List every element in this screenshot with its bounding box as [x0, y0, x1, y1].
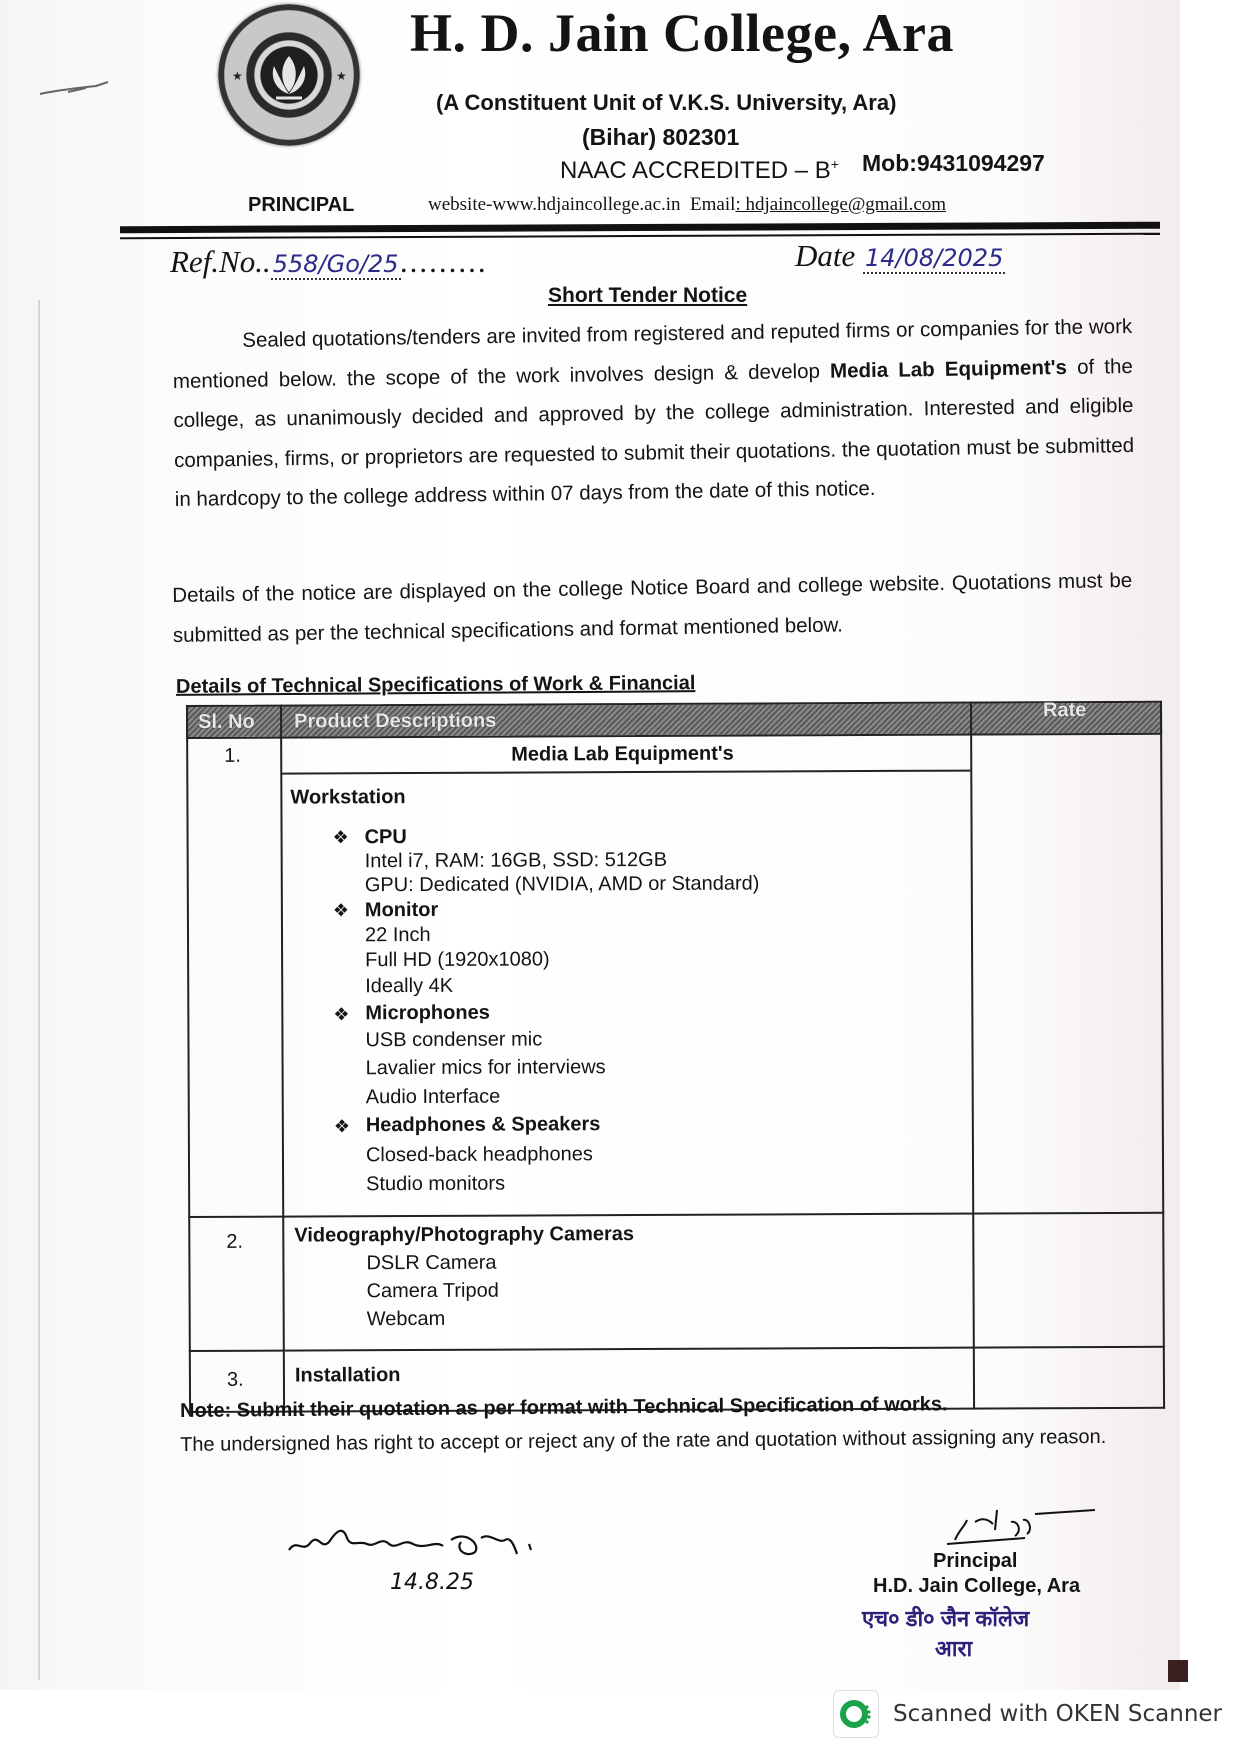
- left-signature-date: 14.8.25: [390, 1570, 474, 1595]
- row-2-sl-no: 2.: [226, 1230, 244, 1253]
- spec-item: Camera Tripod: [366, 1279, 499, 1303]
- group-headphones-speakers: Headphones & Speakers: [365, 1113, 601, 1137]
- note-line: Note: Submit their quotation as per format with Technical Specification of works.: [180, 1393, 948, 1422]
- scan-corner-mark: [1168, 1660, 1188, 1682]
- notice-date: [795, 238, 1005, 274]
- row-3-title: Installation: [294, 1364, 401, 1387]
- email-label: Email: [690, 194, 736, 215]
- ref-value-handwritten: 558/Go/25: [272, 250, 399, 278]
- row-1-sl-no: 1.: [224, 744, 241, 767]
- row-1-section-workstation: Workstation: [290, 786, 406, 809]
- spec-item: 22 Inch: [364, 923, 431, 947]
- principal-label: PRINCIPAL: [248, 194, 355, 216]
- diamond-bullet-icon: ❖: [333, 1004, 350, 1025]
- spec-item: Lavalier mics for interviews: [365, 1056, 606, 1080]
- column-divider-rate: [970, 702, 975, 1410]
- spec-item: Audio Interface: [365, 1085, 501, 1109]
- college-name: H. D. Jain College, Ara: [410, 3, 954, 63]
- specifications-heading: Details of Technical Specifications of Work & Financial: [175, 672, 696, 698]
- svg-text:★: ★: [336, 69, 347, 83]
- header-rule-thick: [120, 222, 1160, 234]
- spec-item: DSLR Camera: [366, 1251, 497, 1275]
- naac-text: NAAC ACCREDITED – B: [560, 157, 831, 184]
- email-link[interactable]: : hdjaincollege@gmail.com: [735, 194, 947, 215]
- table-border-left: [186, 705, 191, 1413]
- college-logo-emblem: [218, 4, 360, 146]
- spec-item: Intel i7, RAM: 16GB, SSD: 512GB: [364, 848, 668, 873]
- principal-institution: H.D. Jain College, Ara: [873, 1575, 1081, 1597]
- spec-item: GPU: Dedicated (NVIDIA, AMD or Standard): [364, 872, 760, 897]
- date-value-handwritten: 14/08/2025: [865, 244, 1004, 272]
- notice-paragraph-1: [172, 307, 1135, 520]
- state-pin-line: (Bihar) 802301: [582, 124, 740, 150]
- left-signature: [285, 1520, 545, 1605]
- group-cpu: CPU: [364, 826, 407, 849]
- row-1-title: Media Lab Equipment's: [511, 742, 734, 766]
- principal-designation: Principal: [933, 1550, 1018, 1572]
- naac-accreditation: [560, 156, 839, 185]
- row-1-title-divider: [280, 770, 970, 775]
- group-monitor: Monitor: [364, 898, 439, 922]
- hindi-stamp-line-2: आरा: [935, 1636, 973, 1661]
- date-label: Date: [795, 238, 856, 273]
- header-rate: Rate: [1042, 699, 1087, 722]
- paragraph-1-part-a: Sealed quotations/tenders are invited from registered and reputed firms or companies for the work mentioned below. the scope of the work involves design & develop: [172, 314, 1133, 393]
- spec-item: Full HD (1920x1080): [365, 948, 550, 972]
- column-divider-sl: [280, 705, 285, 1413]
- reference-number: Ref.No..558/Go/25.........: [170, 244, 489, 279]
- diamond-bullet-icon: ❖: [332, 900, 350, 921]
- pen-mark: [38, 78, 118, 98]
- specifications-table: [186, 701, 1165, 1413]
- ref-label: Ref.No..: [170, 244, 271, 279]
- header-sl-no: Sl. No: [198, 710, 255, 733]
- spec-item: Ideally 4K: [365, 974, 454, 998]
- constituent-unit-line: (A Constituent Unit of V.K.S. University, Ara): [436, 90, 897, 115]
- spec-item: Webcam: [366, 1307, 446, 1331]
- notice-paragraph-2: Details of the notice are displayed on the college Notice Board and college website. Quotations must be submitted as per the technical specifications and format mentioned below.: [172, 568, 1133, 647]
- spec-item: USB condenser mic: [365, 1028, 543, 1052]
- paragraph-1-bold: Media Lab Equipment's: [829, 355, 1068, 383]
- row-2-bottom: [189, 1346, 1165, 1352]
- lotus-icon: [218, 4, 360, 146]
- header-product-descriptions: Product Descriptions: [294, 709, 497, 733]
- oken-scanner-logo-icon: [833, 1690, 879, 1738]
- diamond-bullet-icon: ❖: [333, 1116, 351, 1137]
- row-3-sl-no: 3.: [226, 1368, 244, 1391]
- notice-title: Short Tender Notice: [548, 284, 748, 307]
- svg-text:★: ★: [232, 69, 243, 83]
- hindi-stamp-line-1: एच० डी० जैन कॉलेज: [862, 1606, 1030, 1631]
- scanner-text: Scanned with OKEN Scanner: [893, 1701, 1222, 1727]
- contact-line: [428, 194, 946, 216]
- table-header-row: [186, 701, 1162, 739]
- page-edge-shadow: [38, 300, 40, 1680]
- group-microphones: Microphones: [365, 1001, 490, 1025]
- website-text: website-www.hdjaincollege.ac.in: [428, 194, 681, 215]
- row-2-title: Videography/Photography Cameras: [294, 1223, 635, 1247]
- note-disclaimer: The undersigned has right to accept or reject any of the rate and quotation without assigning any reason.: [180, 1425, 1107, 1456]
- paragraph-1-part-b: of the college, as unanimously decided and approved by the college administration. Interested and eligible companies, firms, or proprietors are requested to submit their quotations. the quotation must be submitted in hardcopy to the college address within 07 days from the date of this notice.: [173, 354, 1135, 511]
- scanner-watermark: [833, 1690, 1222, 1738]
- table-border-right: [1160, 701, 1165, 1409]
- spec-item: Closed-back headphones: [365, 1143, 593, 1167]
- naac-grade-plus: +: [830, 156, 839, 172]
- spec-item: Studio monitors: [366, 1172, 506, 1196]
- mobile-number: Mob:9431094297: [862, 150, 1045, 176]
- row-1-bottom: [188, 1212, 1164, 1218]
- diamond-bullet-icon: ❖: [332, 827, 349, 848]
